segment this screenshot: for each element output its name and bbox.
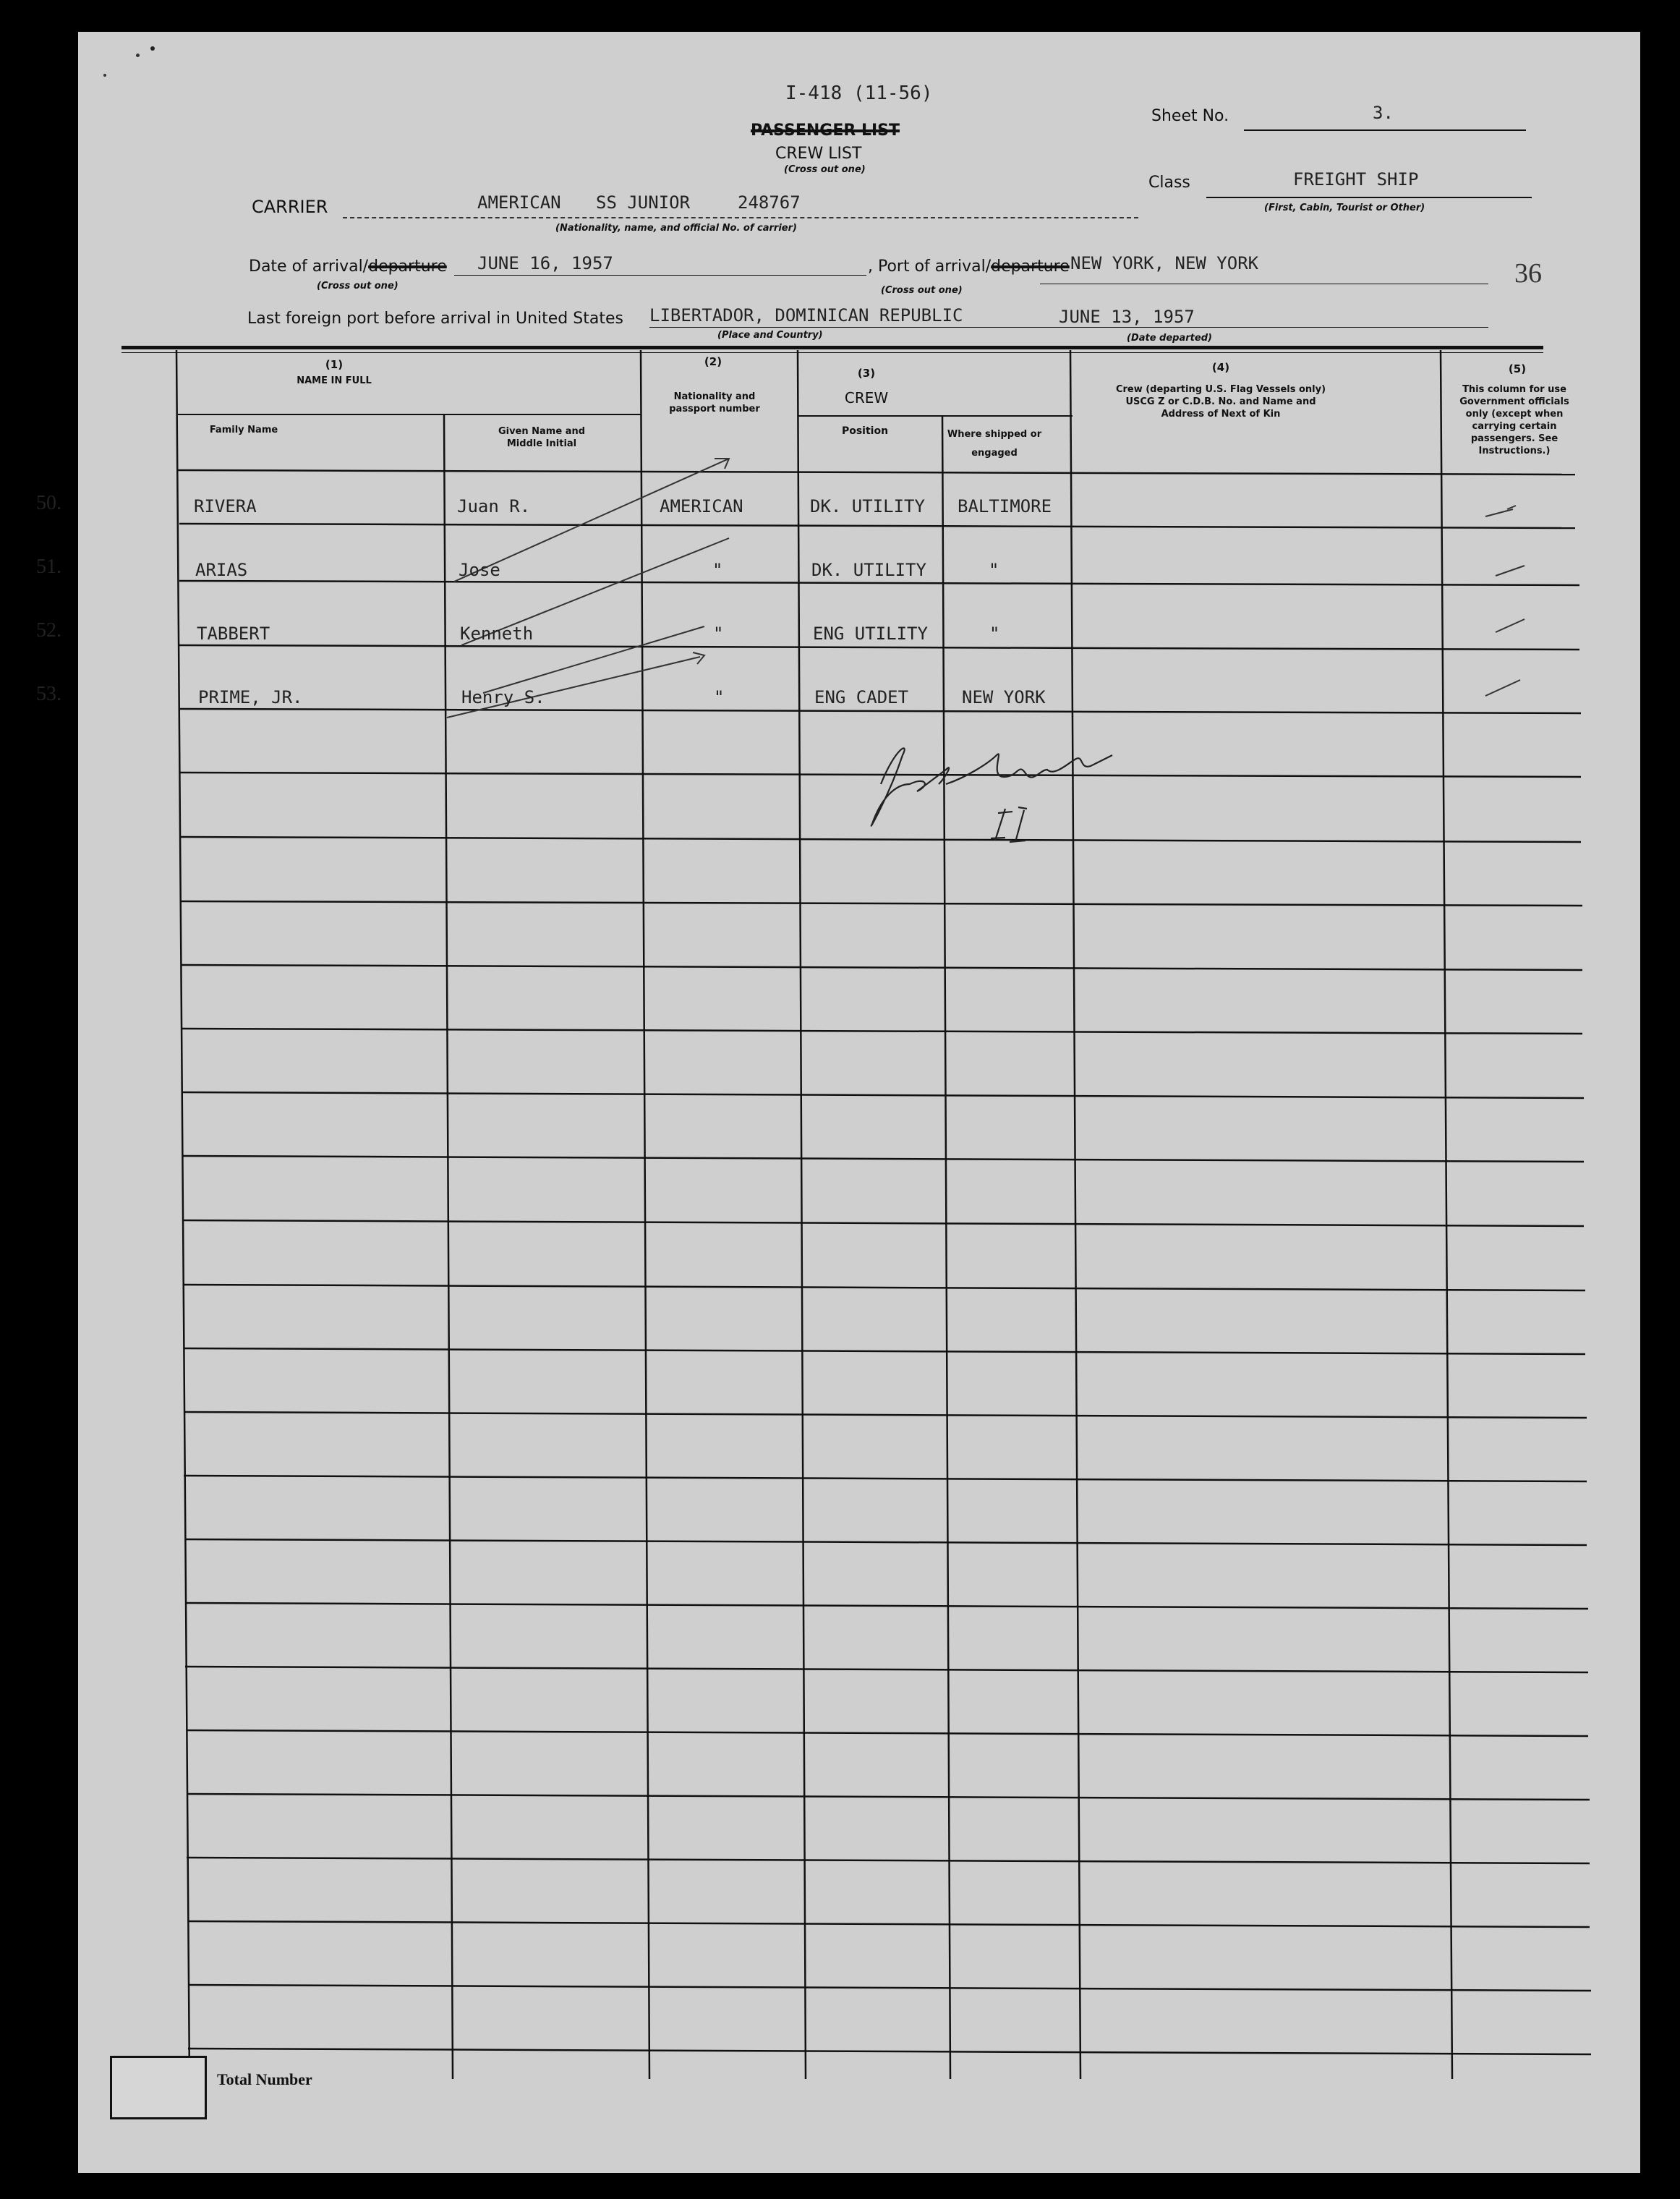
row-number: 52. [36, 619, 61, 642]
form-title: CREW LIST [775, 145, 862, 163]
nationality-cell: AMERICAN [660, 496, 743, 516]
position-cell: DK. UTILITY [810, 496, 925, 516]
col1-family: Family Name [209, 425, 278, 435]
given-name-cell: Kenneth [460, 624, 534, 644]
carrier-number: 248767 [738, 192, 801, 213]
grid-hline [184, 1476, 1587, 1481]
grid-vline [641, 350, 649, 2079]
title-note: (Cross out one) [784, 164, 866, 175]
carrier-nationality: AMERICAN [477, 192, 561, 213]
date-value: JUNE 16, 1957 [477, 253, 613, 273]
family-name-cell: PRIME, JR. [198, 687, 303, 707]
col5-title: This column for use Government officials only (except when carrying certain passengers. See Instructions.) [1459, 384, 1569, 456]
grid-hline [188, 1985, 1591, 1991]
given-name-cell: Jose [459, 560, 500, 580]
grid-hline [184, 1285, 1585, 1290]
family-name-cell: RIVERA [194, 496, 257, 516]
carrier-name: SS JUNIOR [596, 192, 691, 213]
col3-where: Where shipped or engaged [947, 429, 1042, 459]
grid-hline [182, 1092, 1584, 1098]
family-name-cell: TABBERT [197, 624, 270, 644]
carrier-note: (Nationality, name, and official No. of carrier) [555, 223, 797, 234]
carrier-label: CARRIER [252, 197, 328, 217]
col4-num: (4) [1211, 361, 1230, 374]
port-value: NEW YORK, NEW YORK [1070, 253, 1259, 273]
col2-title: Nationality and passport number [669, 391, 760, 414]
position-cell: DK. UTILITY [811, 560, 926, 580]
grid-hline [179, 773, 1581, 777]
date-crossed: departure [368, 258, 447, 276]
col2-num: (2) [704, 355, 722, 368]
title-crossed-text: PASSENGER LIST [751, 122, 900, 140]
grid-hline [182, 1220, 1584, 1226]
grid-vline [1070, 350, 1080, 2079]
total-number-box [110, 2056, 207, 2119]
grid-hline [187, 1794, 1590, 1800]
grid-hline [185, 1603, 1588, 1609]
grid-hline [185, 1539, 1587, 1545]
col1-given: Given Name and Middle Initial [498, 426, 586, 449]
col1-num: (1) [325, 358, 344, 371]
where-engaged-cell: " [989, 560, 999, 580]
col1-title: NAME IN FULL [297, 375, 372, 386]
table-row [36, 556, 1640, 589]
col3-num: (3) [857, 367, 876, 380]
position-cell: ENG UTILITY [813, 624, 928, 644]
table-row [36, 492, 1640, 525]
grid-vline [798, 350, 806, 2079]
class-value: FREIGHT SHIP [1293, 169, 1419, 190]
grid-vline [444, 415, 453, 2079]
signature [871, 748, 1112, 842]
total-number-label: Total Number [217, 2070, 312, 2088]
class-label: Class [1148, 174, 1190, 192]
nationality-cell: " [712, 560, 723, 580]
date-label: Date of arrival/ [249, 258, 369, 276]
given-name-cell: Juan R. [457, 496, 531, 516]
grid-hline [181, 837, 1581, 842]
sheet-number: 3. [1373, 103, 1394, 123]
grid-hline [184, 1348, 1585, 1354]
port-note: (Cross out one) [881, 285, 963, 296]
table-grid [78, 32, 1640, 2173]
port-label: , Port of arrival/ [868, 258, 992, 276]
crew-list-form [36, 32, 1640, 2173]
class-note: (First, Cabin, Tourist or Other) [1264, 203, 1425, 213]
col3-title: CREW [844, 389, 889, 407]
family-name-cell: ARIAS [195, 560, 248, 580]
last-port-note: (Place and Country) [717, 330, 823, 341]
grid-hline [187, 1730, 1588, 1736]
where-engaged-cell: NEW YORK [962, 687, 1046, 707]
col4-title: Crew (departing U.S. Flag Vessels only) USCG Z or C.D.B. No. and Name and Address of Next of Kin [1115, 384, 1326, 420]
grid-hline [181, 1029, 1582, 1034]
row-number: 51. [36, 556, 61, 578]
nationality-cell: " [713, 624, 724, 644]
grid-vline [176, 350, 189, 2079]
table-row [36, 619, 1640, 652]
date-note: (Cross out one) [317, 281, 398, 292]
grid-vline [942, 415, 950, 2079]
last-port-value: LIBERTADOR, DOMINICAN REPUBLIC [649, 305, 963, 326]
departed-note: (Date departed) [1127, 333, 1212, 344]
grid-hline [181, 965, 1582, 970]
grid-hline [185, 1667, 1588, 1672]
grid-hline [178, 470, 1575, 475]
row-number: 50. [36, 492, 61, 514]
departed-value: JUNE 13, 1957 [1059, 307, 1195, 327]
grid-hline [188, 1921, 1590, 1927]
form-number: I-418 (11-56) [785, 82, 933, 104]
nationality-cell: " [714, 687, 725, 707]
grid-hline [182, 1156, 1584, 1162]
sheet-label: Sheet No. [1151, 107, 1229, 125]
where-engaged-cell: BALTIMORE [958, 496, 1052, 516]
port-crossed: departure [991, 258, 1070, 276]
page-mark: 36 [1514, 258, 1542, 289]
where-engaged-cell: " [989, 624, 1000, 644]
col3-position: Position [841, 425, 889, 437]
grid-hline [184, 1412, 1587, 1418]
grid-vline [1441, 350, 1452, 2079]
col5-num: (5) [1508, 362, 1527, 375]
grid-hline [188, 2049, 1591, 2054]
given-name-cell: Henry S. [461, 687, 545, 707]
position-cell: ENG CADET [814, 687, 909, 707]
table-row [36, 683, 1640, 716]
last-port-label: Last foreign port before arrival in United States [247, 310, 623, 328]
grid-hline [181, 901, 1582, 906]
row-number: 53. [36, 683, 61, 705]
grid-hline [187, 1858, 1590, 1863]
